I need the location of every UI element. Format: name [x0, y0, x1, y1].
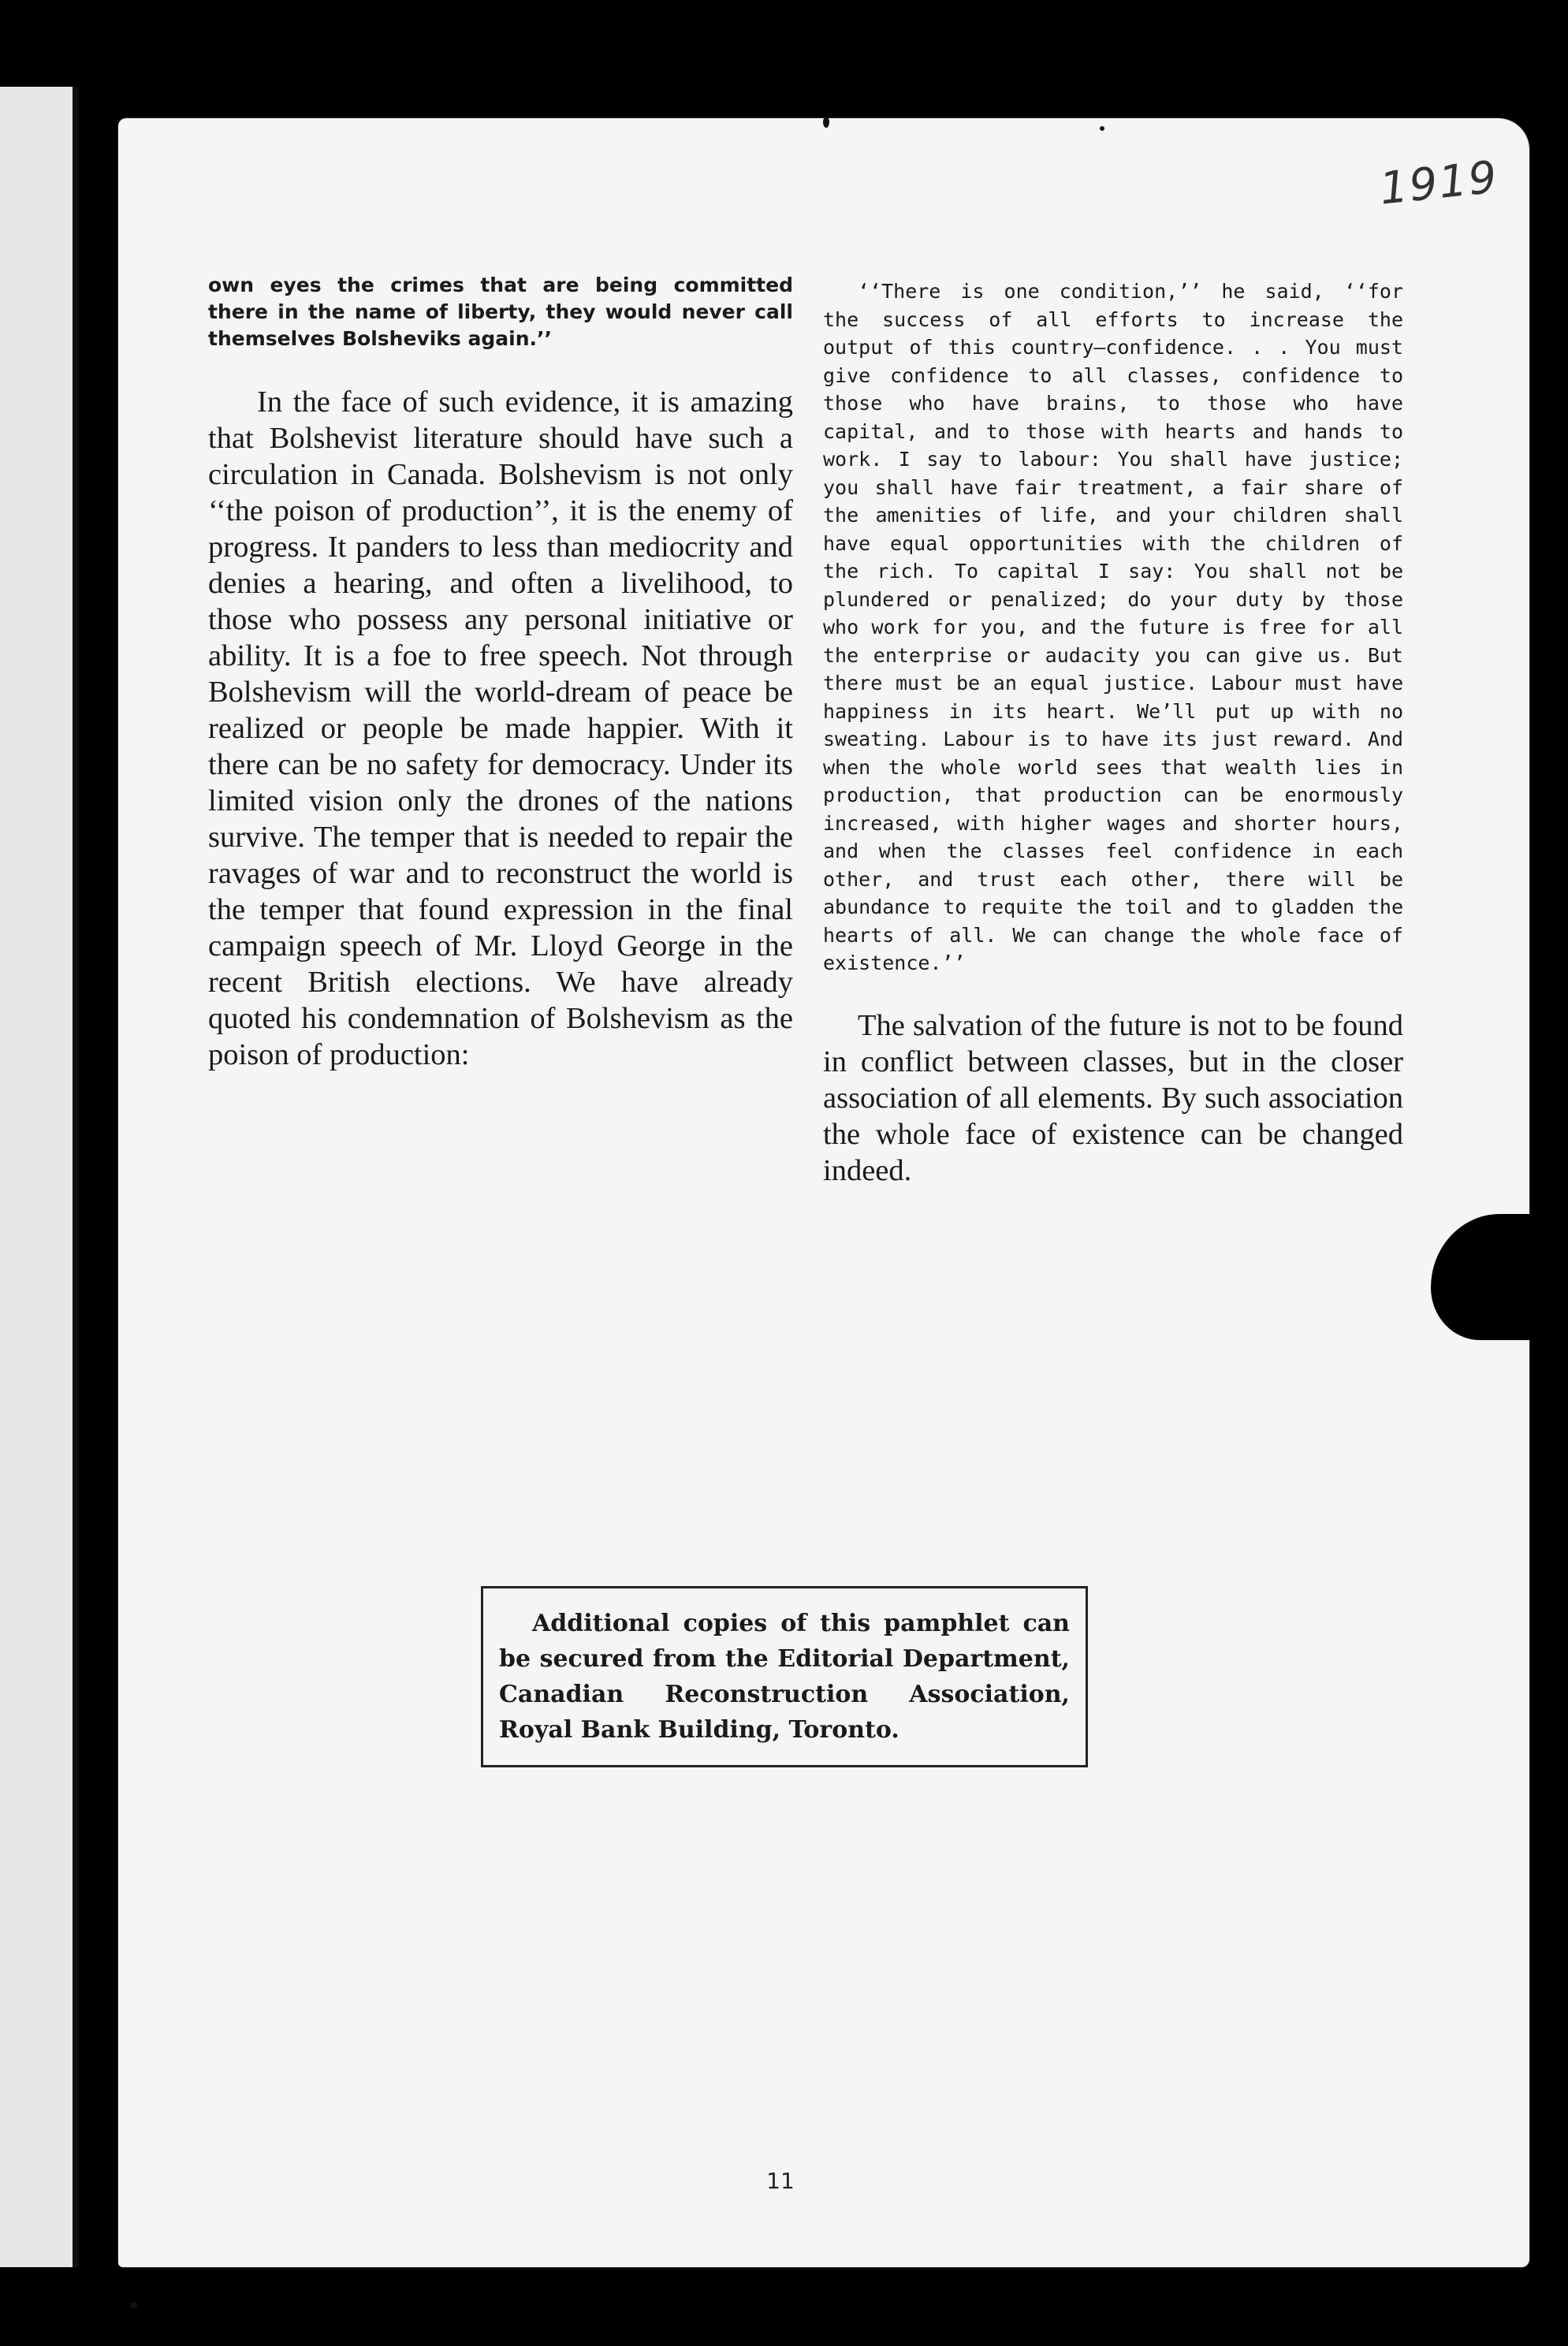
pamphlet-notice-box [481, 1586, 1088, 1767]
handwritten-year-note: 1919 [1377, 151, 1501, 215]
quote-continuation: own eyes the crimes that are being committed there in the name of liberty, they would never call themselves Bolsheviks again.’’ [208, 274, 793, 350]
pamphlet-notice-text: Additional copies of this pamphlet can be secured from the Editorial Department, Canadian Reconstruction Association, Royal Bank Building, Toronto. [499, 1610, 1070, 1744]
body-paragraph: In the face of such evidence, it is amazing that Bolshevist literature should have such a circulation in Canada. Bolshevism is not only ‘‘the poison of production’’, it is the enemy of progress. It panders to less than mediocrity and denies a hearing, and often a livelihood, to those who possess any personal initiative or ability. It is a foe to free speech. Not through Bolshevism will the world-dream of peace be realized or people be made happier. With it there can be no safety for democracy. Under its limited vision only the drones of the nations survive. The temper that is needed to repair the ravages of war and to reconstruct the world is the temper that found expression in the final campaign speech of Mr. Lloyd George in the recent British elections. We have already quoted his condemnation of Bolshevism as the poison of production: [208, 385, 793, 1071]
binding-edge [73, 87, 79, 2267]
adjacent-page-strip [0, 87, 73, 2267]
right-column [823, 277, 1403, 1189]
scan-speck [823, 117, 829, 128]
lloyd-george-quote: ‘‘There is one condition,’’ he said, ‘‘for the success of all efforts to increase the output of this country—confidence. . . You must give confidence to all classes, confidence to those who have brains, to those who have capital, and to those with hearts and hands to work. I say to labour: You shall have justice; you shall have fair treatment, a fair share of the amenities of life, and your children shall have equal opportunities with the children of the rich. To capital I say: You shall not be plundered or penalized; do your duty by those who work for you, and the future is free for all the enterprise or audacity you can give us. But there must be an equal justice. Labour must have happiness in its heart. We’ll put up with no sweating. Labour is to have its just reward. And when the whole world sees that wealth lies in production, that production can be enormously increased, with higher wages and shorter hours, and when the classes feel confidence in each other, and trust each other, there will be abundance to requite the toil and to gladden the hearts of all. We can change the whole face of existence.’’ [823, 280, 1403, 974]
scan-speck [1100, 126, 1104, 131]
left-column [208, 272, 793, 1073]
page-number: 11 [766, 2168, 795, 2194]
scan-speck [131, 2302, 137, 2308]
closing-paragraph: The salvation of the future is not to be found in conflict between classes, but in the closer association of all elements. By such association the whole face of existence can be changed indeed. [823, 1008, 1403, 1187]
